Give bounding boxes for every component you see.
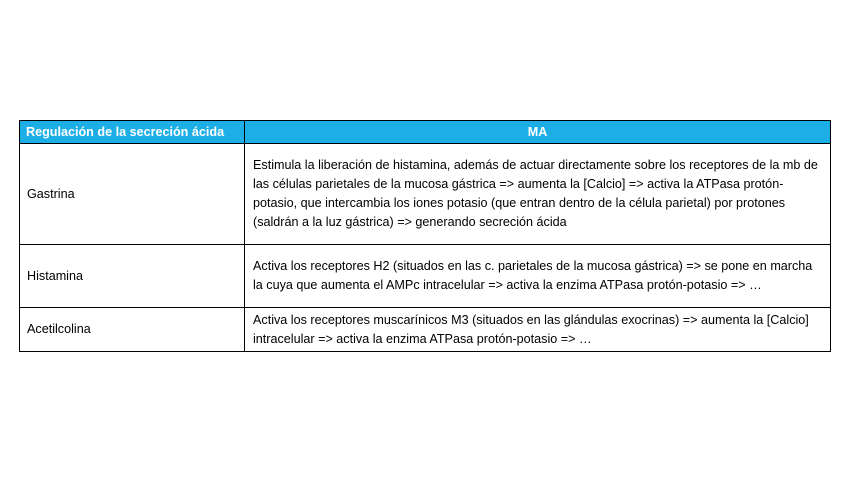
row-label-acetilcolina: Acetilcolina	[20, 308, 245, 352]
row-description-histamina: Activa los receptores H2 (situados en las c. parietales de la mucosa gástrica) => se pone en marcha la cuya que aumenta el AMPc intracelular => activa la enzima ATPasa protón-potasio => …	[245, 245, 831, 308]
row-description-gastrina: Estimula la liberación de histamina, además de actuar directamente sobre los receptores de la mb de las células parietales de la mucosa gástrica => aumenta la [Calcio] => activa la ATPasa protón-potasio, que intercambia los iones potasio (que entran dentro de la célula parietal) por protones (saldrán a la luz gástrica) => generando secreción ácida	[245, 144, 831, 245]
row-label-gastrina: Gastrina	[20, 144, 245, 245]
row-label-histamina: Histamina	[20, 245, 245, 308]
header-regulation: Regulación de la secreción ácida	[20, 121, 245, 144]
table-header-row	[20, 121, 831, 144]
table-row-acetilcolina	[20, 308, 831, 352]
header-ma: MA	[245, 121, 831, 144]
table-row-histamina	[20, 245, 831, 308]
table-row-gastrina	[20, 144, 831, 245]
acid-secretion-table	[19, 120, 831, 352]
row-description-acetilcolina: Activa los receptores muscarínicos M3 (situados en las glándulas exocrinas) => aumenta la [Calcio] intracelular => activa la enzima ATPasa protón-potasio => …	[245, 308, 831, 352]
